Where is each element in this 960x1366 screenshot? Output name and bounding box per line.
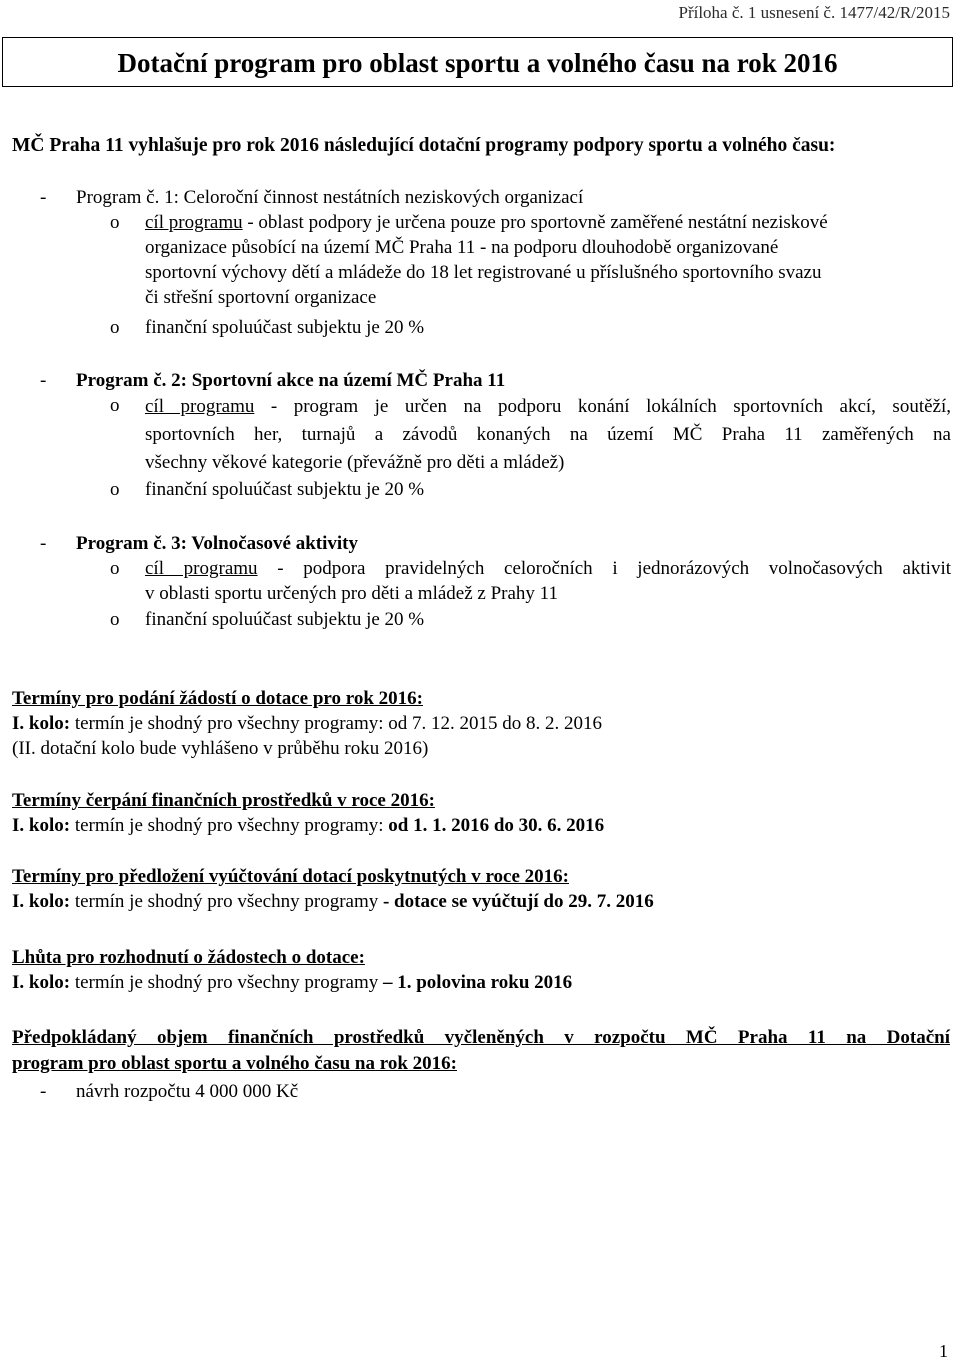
round-label: I. kolo: (12, 972, 71, 993)
program-name: Sportovní akce na území MČ Praha 11 (186, 370, 506, 391)
round-text: termín je shodný pro všechny programy: (70, 815, 389, 836)
program-name: Celoroční činnost nestátních neziskových organizací (178, 187, 584, 208)
drawing-deadlines-line (12, 813, 604, 838)
bullet-marker: o (110, 609, 120, 630)
round-text: termín je shodný pro všechny programy (70, 972, 383, 993)
drawing-deadlines-heading: Termíny čerpání finančních prostředků v roce 2016: (12, 790, 435, 811)
budget-amount: návrh rozpočtu 4 000 000 Kč (76, 1081, 299, 1102)
goal-line: či střešní sportovní organizace (145, 287, 377, 308)
decision-deadline-heading: Lhůta pro rozhodnutí o žádostech o dotace: (12, 947, 365, 968)
bullet-marker: o (110, 558, 120, 579)
cofinancing-note: finanční spoluúčast subjektu je 20 % (145, 317, 425, 338)
goal-label: cíl programu (145, 212, 243, 233)
document-title: Dotační program pro oblast sportu a volného času na rok 2016 (2, 37, 953, 87)
page-number: 1 (939, 1341, 948, 1361)
round-label: I. kolo: (12, 891, 71, 912)
program-label: Program č. 1: (76, 187, 179, 208)
dash-marker: - (40, 187, 47, 208)
dash-marker: - (40, 370, 47, 391)
program-name: Volnočasové aktivity (186, 533, 358, 554)
round-text: termín je shodný pro všechny programy (70, 891, 383, 912)
program-heading (76, 185, 583, 210)
goal-line: organizace působící na území MČ Praha 11 - na podporu dlouhodobě organizované (145, 237, 779, 258)
bullet-marker: o (110, 212, 120, 233)
program-label: Program č. 2: (76, 370, 187, 391)
application-deadlines-heading: Termíny pro podání žádostí o dotace pro rok 2016: (12, 688, 424, 709)
program-heading (76, 368, 505, 393)
budget-heading-line-2: program pro oblast sportu a volného času na rok 2016: (12, 1053, 457, 1074)
goal-line: sportovní výchovy dětí a mládeže do 18 let registrované u příslušného sportovního svazu (145, 262, 822, 283)
round-label: I. kolo: (12, 815, 71, 836)
bullet-marker: o (110, 395, 120, 416)
bullet-marker: o (110, 479, 120, 500)
round-date: - dotace se vyúčtují do 29. 7. 2016 (382, 891, 654, 912)
settlement-deadlines-line (12, 889, 654, 914)
goal-label: cíl programu (145, 558, 258, 579)
second-round-note: (II. dotační kolo bude vyhlášeno v průběhu roku 2016) (12, 738, 429, 759)
decision-deadline-line (12, 970, 572, 995)
cofinancing-note: finanční spoluúčast subjektu je 20 % (145, 479, 425, 500)
program-goal (145, 393, 951, 477)
round-date: od 1. 1. 2016 do 30. 6. 2016 (388, 815, 605, 836)
bullet-marker: o (110, 317, 120, 338)
goal-line: v oblasti sportu určených pro děti a mládež z Prahy 11 (145, 583, 558, 604)
dash-marker: - (40, 1081, 47, 1102)
annex-reference: Příloha č. 1 usnesení č. 1477/42/R/2015 (678, 3, 950, 22)
intro-statement: MČ Praha 11 vyhlašuje pro rok 2016 následující dotační programy podpory sportu a volného času: (12, 135, 836, 156)
round-date: – 1. polovina roku 2016 (382, 972, 573, 993)
program-goal (145, 210, 951, 310)
goal-label: cíl programu (145, 396, 255, 417)
cofinancing-note: finanční spoluúčast subjektu je 20 % (145, 609, 425, 630)
goal-line: - oblast podpory je určena pouze pro sportovně zaměřené nestátní neziskové (242, 212, 828, 233)
round-text: termín je shodný pro všechny programy: od 7. 12. 2015 do 8. 2. 2016 (70, 713, 603, 734)
application-deadlines-line (12, 711, 602, 736)
goal-line: všechny věkové kategorie (převážně pro děti a mládež) (145, 452, 565, 473)
goal-line: - podpora pravidelných celoročních i jednorázových volnočasových aktivit (257, 558, 952, 579)
goal-line: - program je určen na podporu konání lokálních sportovních akcí, soutěží, (254, 396, 951, 417)
round-label: I. kolo: (12, 713, 71, 734)
program-goal (145, 556, 951, 606)
settlement-deadlines-heading: Termíny pro předložení vyúčtování dotací poskytnutých v roce 2016: (12, 866, 569, 887)
budget-heading-line-1: Předpokládaný objem finančních prostředků vyčleněných v rozpočtu MČ Praha 11 na Dotační (12, 1027, 950, 1048)
goal-line: sportovních her, turnajů a závodů konaných na území MČ Praha 11 zaměřených na (145, 424, 951, 445)
program-heading (76, 531, 358, 556)
dash-marker: - (40, 533, 47, 554)
program-label: Program č. 3: (76, 533, 187, 554)
